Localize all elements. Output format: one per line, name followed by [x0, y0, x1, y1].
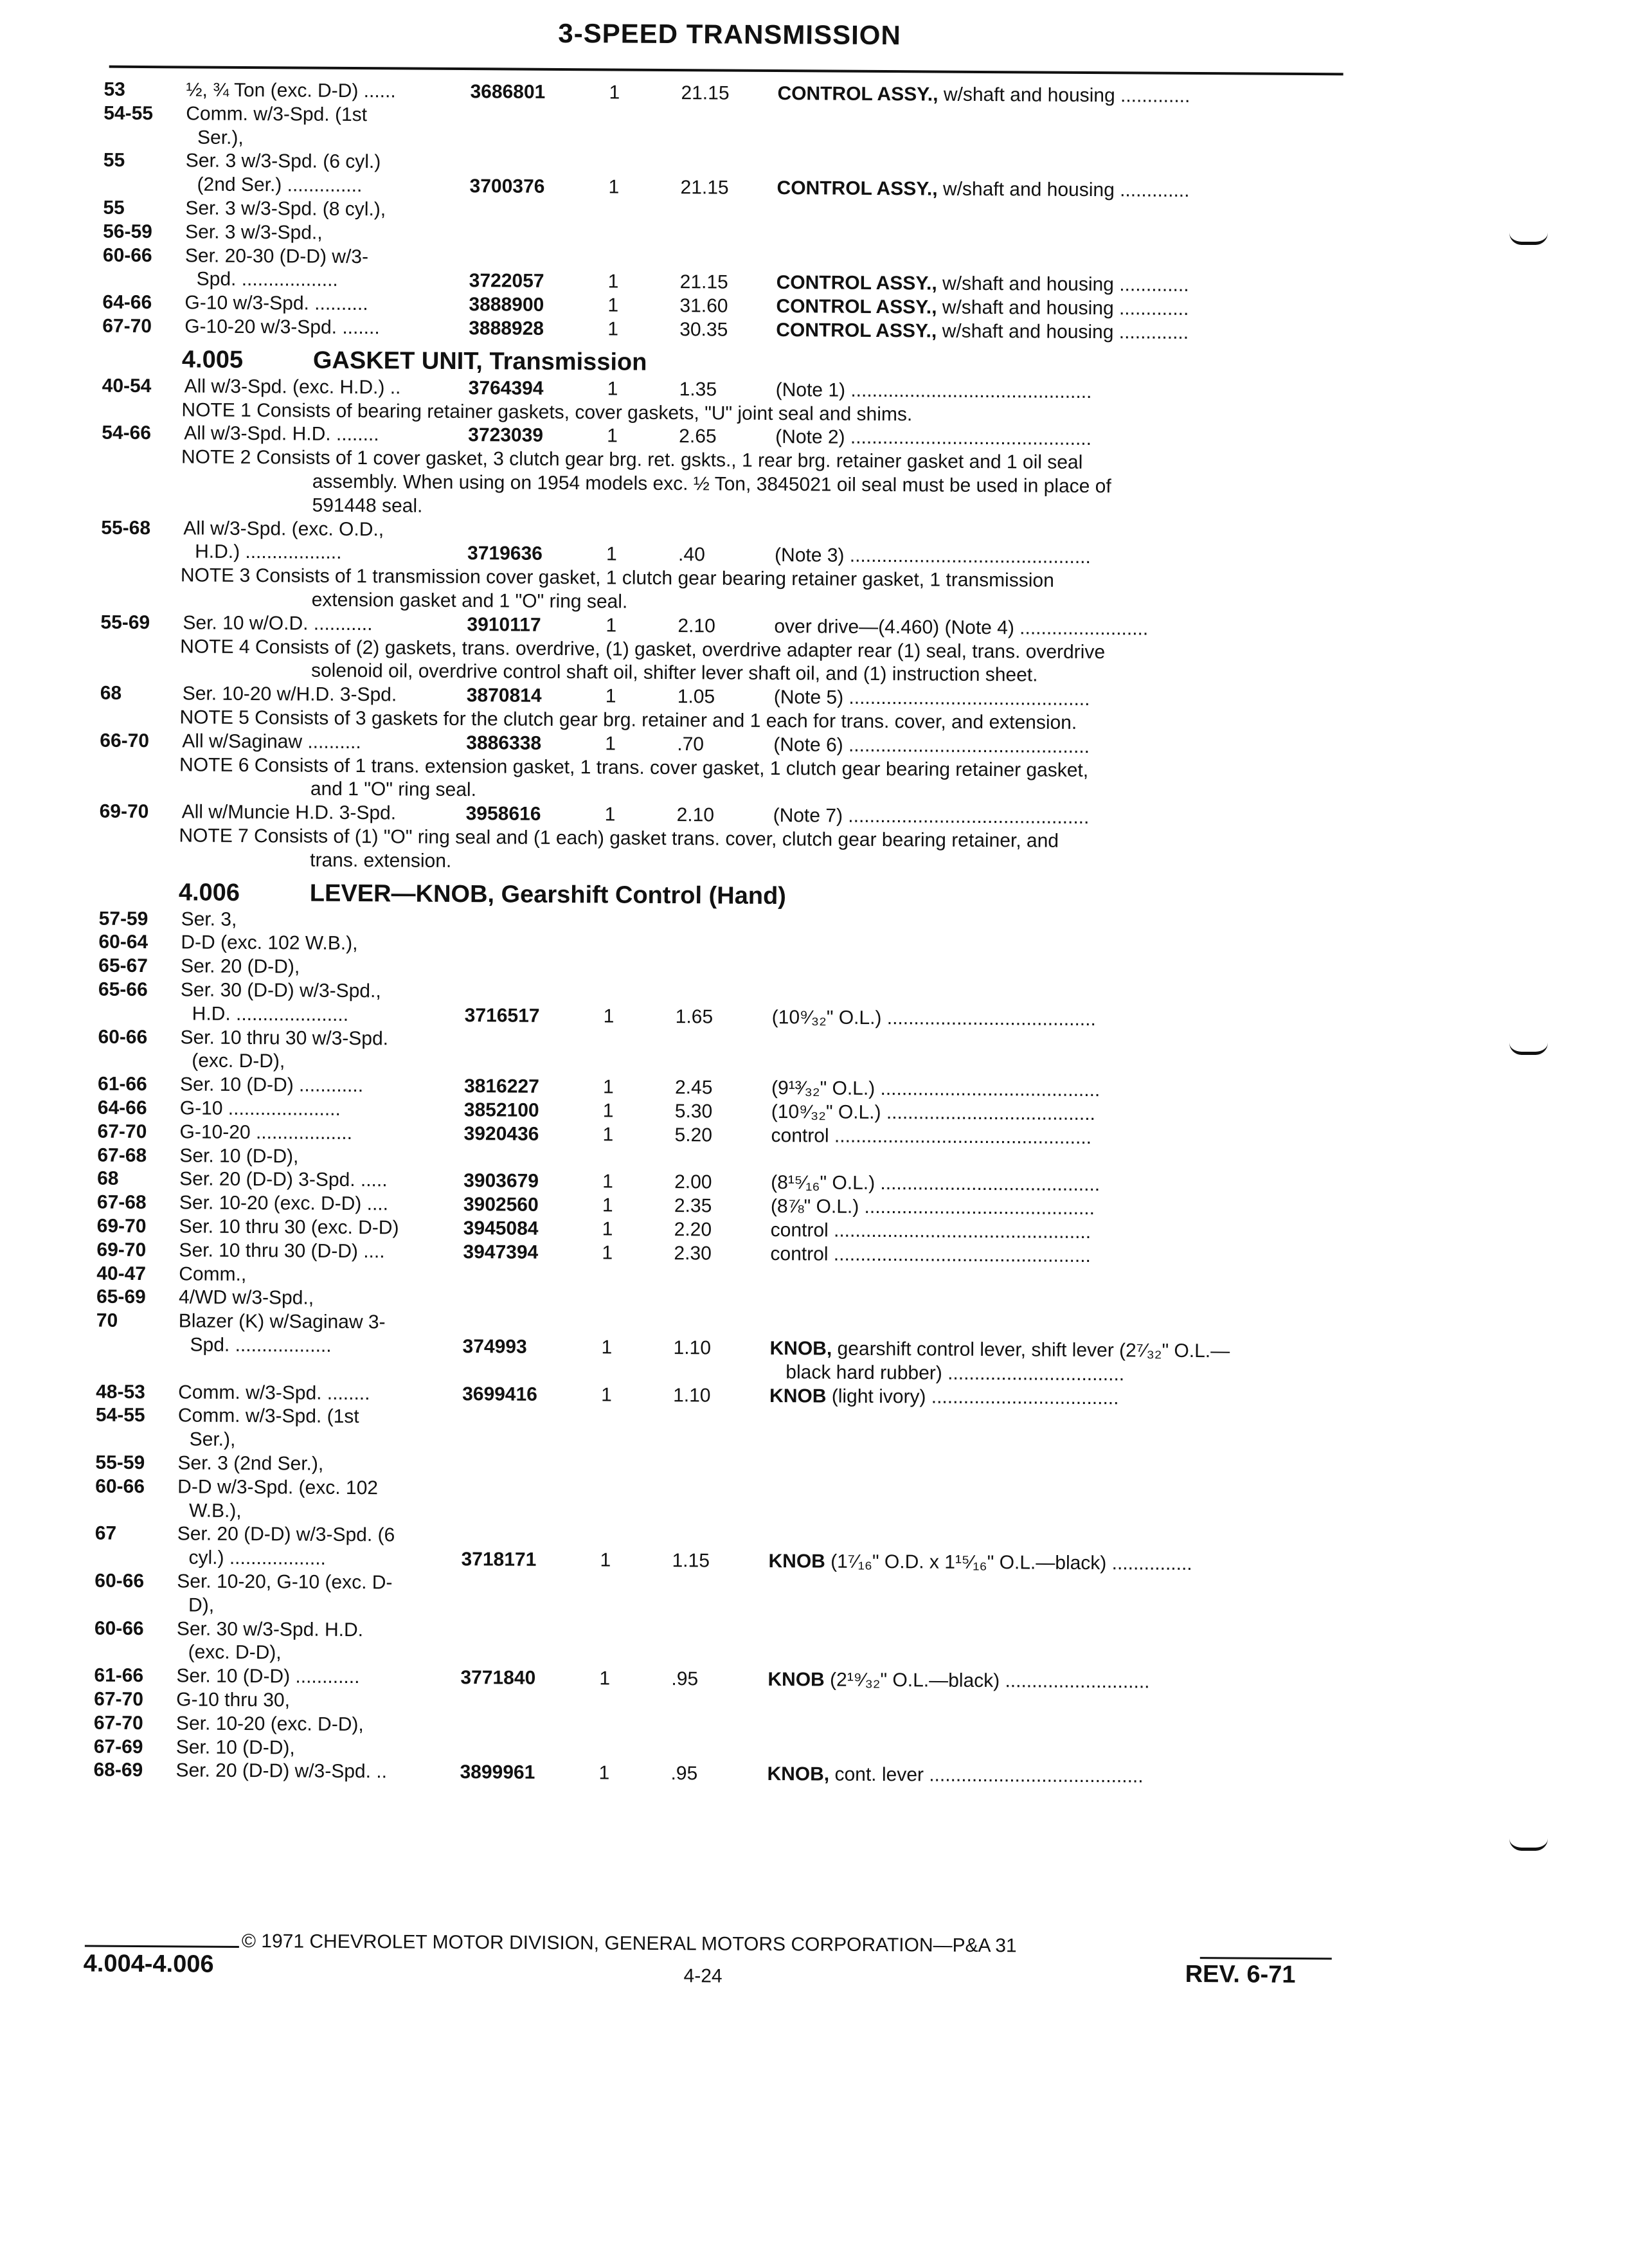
part-description [786, 1361, 1124, 1386]
application-description: Ser. 10-20 (exc. D-D) .... [179, 1192, 388, 1216]
application-description: cyl.) .................. [188, 1547, 326, 1571]
model-years: 67-69 [94, 1735, 143, 1758]
part-number: 3764394 [469, 377, 544, 401]
part-description [776, 319, 1189, 345]
note-text: NOTE 3 Consists of 1 transmission cover gasket, 1 clutch gear bearing retainer gasket, 1 transmission [181, 564, 1054, 593]
quantity: 1 [606, 543, 617, 566]
model-years: 48-53 [96, 1380, 145, 1403]
part-description [768, 1550, 1192, 1576]
model-years: 60-66 [103, 244, 152, 267]
list-price: 1.35 [679, 378, 717, 401]
part-detail: (Note 6) ............................................. [773, 734, 1090, 757]
part-number: 3723039 [468, 424, 543, 447]
application-description: All w/3-Spd. (exc. O.D., [183, 517, 384, 541]
application-description: Ser. 10 (D-D) ............ [180, 1074, 363, 1098]
part-detail: (Note 7) ............................................. [773, 805, 1090, 828]
model-years: 65-67 [98, 955, 148, 978]
model-years: 67-70 [94, 1711, 143, 1734]
part-name: CONTROL ASSY., [777, 177, 937, 200]
model-years: 66-70 [100, 729, 149, 752]
note-continuation: extension gasket and 1 "O" ring seal. [312, 589, 628, 614]
list-price: 21.15 [681, 82, 729, 105]
model-years: 61-66 [94, 1664, 143, 1688]
quantity: 1 [604, 1005, 615, 1028]
application-description: G-10 thru 30, [176, 1688, 290, 1712]
quantity: 1 [602, 1194, 613, 1218]
quantity: 1 [602, 1123, 613, 1146]
model-years: 65-69 [96, 1286, 146, 1309]
footer-revision: REV. 6-71 [1185, 1961, 1296, 1989]
model-years: 68 [97, 1167, 119, 1191]
model-years: 67-70 [94, 1688, 143, 1711]
application-description: Ser. 20-30 (D-D) w/3- [185, 244, 368, 269]
part-description [777, 82, 1190, 108]
part-detail: (8¹⁵⁄₁₆" O.L.) ......................................... [771, 1172, 1100, 1195]
binder-mark [1509, 1043, 1548, 1055]
application-description: Ser. 10-20, G-10 (exc. D- [177, 1570, 392, 1594]
application-description: Ser. 3 w/3-Spd., [185, 221, 323, 244]
application-description: Ser. 20 (D-D), [181, 955, 300, 979]
application-description: Ser. 3 w/3-Spd. (8 cyl.), [185, 197, 386, 221]
application-description: H.D.) .................. [195, 541, 342, 564]
list-price: .95 [671, 1668, 698, 1691]
quantity: 1 [599, 1668, 610, 1691]
part-name: KNOB, [769, 1338, 832, 1360]
application-description: Ser. 20 (D-D) 3-Spd. ..... [179, 1168, 388, 1192]
list-price: 1.10 [673, 1384, 711, 1407]
quantity: 1 [607, 294, 618, 318]
model-years: 55 [103, 149, 125, 172]
part-number: 3852100 [464, 1099, 539, 1122]
note-text: NOTE 4 Consists of (2) gaskets, trans. overdrive, (1) gasket, overdrive adapter rear (1) seal, trans. overdrive [180, 635, 1105, 664]
part-number: 3816227 [464, 1075, 539, 1099]
quantity: 1 [602, 1218, 613, 1241]
part-detail: w/shaft and housing ............. [937, 297, 1189, 320]
model-years: 60-66 [94, 1617, 144, 1640]
list-price: 2.45 [675, 1076, 713, 1099]
section-number: 4.006 [179, 878, 240, 907]
part-number: 3699416 [462, 1383, 537, 1407]
part-number: 3722057 [469, 269, 544, 293]
list-price: 21.15 [680, 271, 728, 294]
model-years: 69-70 [100, 800, 149, 824]
model-years: 61-66 [98, 1073, 147, 1096]
application-description: Ser. 10 w/O.D. ........... [183, 611, 372, 636]
quantity: 1 [600, 1549, 611, 1572]
application-description: Ser. 10 thru 30 (exc. D-D) [179, 1215, 399, 1239]
section-number: 4.005 [182, 345, 243, 374]
application-description: Spd. .................. [197, 268, 338, 292]
binder-mark [1509, 233, 1548, 245]
parts-table [6, 0, 1625, 5]
part-detail: (1⁷⁄₁₆" O.D. x 1¹⁵⁄₁₆" O.L.—black) ............... [825, 1551, 1192, 1574]
model-years: 64-66 [102, 291, 152, 314]
part-description [776, 379, 1092, 404]
part-name: CONTROL ASSY., [776, 296, 937, 318]
quantity: 1 [606, 614, 616, 637]
quantity: 1 [598, 1762, 609, 1785]
application-description: (2nd Ser.) .............. [197, 174, 363, 198]
part-name: CONTROL ASSY., [777, 272, 937, 294]
part-number: 3870814 [467, 684, 542, 708]
part-name: KNOB, [767, 1763, 829, 1785]
part-number: 3686801 [470, 80, 545, 104]
application-description: Comm., [179, 1263, 246, 1286]
list-price: 1.15 [672, 1549, 710, 1572]
note-text: NOTE 1 Consists of bearing retainer gaskets, cover gaskets, "U" joint seal and shims. [181, 399, 912, 426]
list-price: 1.65 [676, 1005, 714, 1029]
binder-mark [1509, 1839, 1548, 1851]
application-description: ½, ¾ Ton (exc. D-D) ...... [186, 78, 395, 103]
model-years: 67-68 [97, 1191, 147, 1214]
part-detail: w/shaft and housing ............. [937, 321, 1189, 343]
part-number: 3910117 [467, 613, 541, 637]
part-detail: control ................................................ [771, 1220, 1091, 1243]
model-years: 70 [96, 1310, 118, 1333]
quantity: 1 [602, 1241, 613, 1264]
application-description: Ser. 3, [181, 908, 237, 932]
model-years: 60-66 [98, 1025, 147, 1048]
application-description: G-10-20 .................. [179, 1120, 352, 1145]
list-price: 2.20 [674, 1218, 712, 1241]
application-description: All w/Muncie H.D. 3-Spd. [182, 801, 397, 825]
part-description [771, 1077, 1100, 1102]
application-description: Ser. 10 (D-D), [176, 1736, 295, 1760]
note-text: NOTE 7 Consists of (1) "O" ring seal and (1 each) gasket trans. cover, clutch gear bearing retainer, and [179, 824, 1059, 852]
part-detail: (Note 1) ............................................. [776, 379, 1092, 402]
note-text: NOTE 6 Consists of 1 trans. extension gasket, 1 trans. cover gasket, 1 clutch gear bearing retainer gasket, [179, 753, 1088, 782]
part-name: CONTROL ASSY., [776, 320, 937, 342]
application-description: Ser. 10 (D-D), [179, 1144, 298, 1168]
list-price: .95 [670, 1762, 697, 1785]
part-detail: (10⁹⁄₃₂" O.L.) ....................................... [772, 1007, 1096, 1030]
application-description: Comm. w/3-Spd. ........ [178, 1381, 370, 1405]
part-detail: control ................................................ [771, 1125, 1091, 1148]
section-title: GASKET UNIT, Transmission [313, 346, 647, 376]
part-number: 3947394 [463, 1241, 538, 1264]
application-description: Ser. 3 w/3-Spd. (6 cyl.) [186, 150, 381, 174]
part-detail: w/shaft and housing ............. [938, 84, 1190, 107]
quantity: 1 [603, 1076, 614, 1099]
model-years: 40-54 [102, 374, 152, 397]
list-price: 2.65 [679, 425, 717, 448]
application-description: D-D (exc. 102 W.B.), [181, 932, 357, 956]
part-detail: over drive—(4.460) (Note 4) ........................ [774, 616, 1148, 640]
application-description: Ser. 10 (D-D) ............ [176, 1665, 359, 1689]
header-rule [109, 66, 1343, 76]
part-detail: w/shaft and housing ............. [937, 273, 1189, 296]
model-years: 68 [100, 682, 122, 705]
application-description: Ser. 10-20 w/H.D. 3-Spd. [183, 683, 397, 707]
note-continuation: solenoid oil, overdrive control shaft oil, shifter lever shaft oil, and (1) instruction sheet. [311, 660, 1038, 687]
part-number: 3700376 [469, 175, 544, 199]
part-detail: (Note 5) ............................................. [774, 687, 1090, 710]
application-description: 4/WD w/3-Spd., [179, 1286, 314, 1310]
application-description: D), [188, 1594, 214, 1617]
part-detail: control ................................................ [770, 1243, 1091, 1266]
part-number: 3903679 [463, 1169, 539, 1193]
application-description: (exc. D-D), [192, 1050, 285, 1074]
note-continuation: 591448 seal. [312, 494, 422, 518]
model-years: 69-70 [97, 1215, 147, 1238]
part-number: 3888928 [469, 317, 544, 341]
application-description: All w/Saginaw .......... [182, 730, 361, 754]
application-description: Ser.), [197, 126, 244, 149]
footer-section-range: 4.004-4.006 [84, 1950, 214, 1978]
quantity: 1 [606, 685, 616, 708]
model-years: 54-55 [103, 102, 153, 125]
list-price: 2.10 [678, 615, 715, 638]
part-description [770, 1243, 1091, 1268]
model-years: 68-69 [93, 1759, 143, 1782]
quantity: 1 [605, 804, 616, 827]
list-price: 30.35 [679, 318, 728, 341]
application-description: Ser.), [190, 1428, 236, 1452]
list-price: 2.10 [677, 804, 715, 827]
part-description [777, 177, 1189, 203]
quantity: 1 [603, 1099, 614, 1122]
list-price: 5.30 [675, 1100, 713, 1123]
note-continuation: assembly. When using on 1954 models exc. ½ Ton, 3845021 oil seal must be used in place of [312, 471, 1111, 499]
part-description [777, 271, 1189, 297]
list-price: .70 [677, 733, 704, 756]
part-name: KNOB [769, 1385, 827, 1407]
application-description: Spd. .................. [190, 1333, 331, 1357]
list-price: 2.00 [674, 1171, 712, 1194]
quantity: 1 [607, 425, 618, 448]
part-description [771, 1171, 1100, 1196]
quantity: 1 [608, 271, 619, 294]
application-description: H.D. ..................... [192, 1002, 349, 1026]
part-description [773, 734, 1090, 759]
part-description [775, 426, 1091, 451]
quantity: 1 [601, 1336, 612, 1359]
part-detail: (9¹³⁄₃₂" O.L.) ......................................... [771, 1077, 1100, 1101]
quantity: 1 [602, 1171, 613, 1194]
list-price: 2.30 [674, 1242, 712, 1265]
part-detail: w/shaft and housing ............. [938, 179, 1190, 201]
quantity: 1 [601, 1383, 612, 1407]
model-years: 67 [95, 1522, 117, 1545]
quantity: 1 [608, 176, 619, 199]
quantity: 1 [609, 81, 620, 104]
model-years: 64-66 [98, 1097, 147, 1120]
footer-copyright: © 1971 CHEVROLET MOTOR DIVISION, GENERAL MOTORS CORPORATION—P&A 31 [242, 1931, 1017, 1957]
application-description: Comm. w/3-Spd. (1st [178, 1405, 359, 1429]
model-years: 60-66 [94, 1570, 144, 1593]
quantity: 1 [605, 732, 616, 755]
part-number: 3771840 [460, 1666, 535, 1690]
application-description: Comm. w/3-Spd. (1st [186, 102, 367, 127]
part-description [769, 1337, 1230, 1363]
part-description [773, 804, 1090, 829]
application-description: Ser. 10 thru 30 (D-D) .... [179, 1239, 384, 1263]
list-price: 5.20 [674, 1124, 712, 1147]
part-number: 3719636 [467, 542, 543, 566]
part-detail: (Note 2) ............................................. [775, 426, 1091, 449]
part-number: 3718171 [461, 1548, 536, 1572]
part-detail: (8⅞" O.L.) ........................................... [771, 1196, 1095, 1219]
part-detail: (Note 3) ............................................. [775, 544, 1091, 568]
footer-page-number: 4-24 [683, 1965, 722, 1987]
part-description [771, 1195, 1095, 1220]
model-years: 55 [103, 197, 125, 220]
model-years: 65-66 [98, 978, 148, 1002]
part-description [774, 686, 1090, 711]
application-description: Ser. 20 (D-D) w/3-Spd. (6 [177, 1523, 395, 1547]
application-description: D-D w/3-Spd. (exc. 102 [177, 1475, 378, 1500]
part-description [767, 1763, 1143, 1788]
application-description: All w/3-Spd. (exc. H.D.) .. [184, 375, 401, 399]
list-price: .40 [678, 543, 705, 566]
page-title: 3-SPEED TRANSMISSION [6, 15, 1453, 55]
part-detail: cont. lever ........................................ [829, 1764, 1144, 1787]
quantity: 1 [607, 377, 618, 401]
model-years: 67-70 [102, 315, 152, 338]
part-description [768, 1668, 1149, 1694]
application-description: Ser. 10-20 (exc. D-D), [176, 1712, 364, 1736]
part-description [771, 1101, 1095, 1126]
application-description: Ser. 30 (D-D) w/3-Spd., [181, 978, 381, 1003]
model-years: 57-59 [99, 907, 148, 930]
list-price: 2.35 [674, 1194, 712, 1218]
part-number: 374993 [462, 1335, 526, 1359]
part-description [769, 1385, 1119, 1410]
part-number: 3899961 [460, 1761, 535, 1785]
application-description: All w/3-Spd. H.D. ........ [184, 422, 379, 447]
note-text: NOTE 5 Consists of 3 gaskets for the clutch gear brg. retainer and 1 each for trans. cover, and extension. [179, 706, 1077, 735]
application-description: Blazer (K) w/Saginaw 3- [179, 1310, 386, 1335]
model-years: 54-55 [96, 1404, 145, 1427]
part-detail: black hard rubber) ................................. [786, 1362, 1124, 1385]
note-continuation: trans. extension. [310, 849, 451, 872]
model-years: 55-59 [95, 1452, 145, 1475]
part-number: 3920436 [463, 1122, 539, 1146]
part-number: 3886338 [466, 732, 541, 755]
part-detail: (2¹⁹⁄₃₂" O.L.—black) ........................... [825, 1670, 1150, 1693]
part-description [772, 1006, 1096, 1031]
note-continuation: and 1 "O" ring seal. [310, 778, 476, 802]
model-years: 56-59 [103, 220, 152, 243]
part-name: KNOB [768, 1551, 825, 1572]
part-name: KNOB [768, 1669, 825, 1691]
application-description: G-10 ..................... [180, 1097, 341, 1121]
part-name: CONTROL ASSY., [777, 83, 938, 105]
part-number: 3945084 [463, 1217, 539, 1241]
quantity: 1 [607, 318, 618, 341]
application-description: Ser. 30 w/3-Spd. H.D. [177, 1617, 363, 1642]
model-years: 60-66 [95, 1475, 145, 1498]
model-years: 53 [103, 78, 125, 102]
part-detail: (light ivory) ................................... [826, 1385, 1118, 1408]
list-price: 1.10 [673, 1336, 711, 1360]
model-years: 55-68 [101, 516, 150, 539]
part-number: 3902560 [463, 1193, 539, 1217]
model-years: 60-64 [98, 931, 148, 954]
application-description: (exc. D-D), [188, 1641, 282, 1665]
model-years: 55-69 [100, 611, 150, 634]
part-number: 3716517 [465, 1004, 540, 1028]
model-years: 54-66 [102, 422, 151, 445]
section-title: LEVER—KNOB, Gearshift Control (Hand) [310, 879, 786, 910]
application-description: Ser. 3 (2nd Ser.), [177, 1452, 323, 1475]
application-description: G-10-20 w/3-Spd. ....... [184, 315, 380, 339]
application-description: Ser. 20 (D-D) w/3-Spd. .. [175, 1760, 387, 1784]
footer-rule-left [85, 1945, 239, 1948]
part-description [771, 1219, 1091, 1244]
application-description: Ser. 10 thru 30 w/3-Spd. [180, 1026, 388, 1050]
application-description: G-10 w/3-Spd. .......... [184, 292, 368, 316]
note-text: NOTE 2 Consists of 1 cover gasket, 3 clutch gear brg. ret. gskts., 1 rear brg. retainer gasket and 1 oil seal [181, 446, 1083, 475]
part-description [774, 615, 1148, 641]
part-description [775, 544, 1091, 569]
list-price: 21.15 [680, 176, 728, 199]
part-detail: gearshift control lever, shift lever (2⁷⁄₃₂" O.L.— [832, 1338, 1230, 1362]
part-number: 3888900 [469, 293, 544, 317]
part-description [771, 1124, 1091, 1149]
list-price: 31.60 [679, 294, 728, 318]
part-description [776, 295, 1189, 321]
application-description: W.B.), [189, 1499, 242, 1522]
part-detail: (10⁹⁄₃₂" O.L.) ....................................... [771, 1101, 1095, 1124]
list-price: 1.05 [678, 685, 715, 708]
model-years: 67-70 [98, 1120, 147, 1143]
footer-rule-right [1200, 1957, 1332, 1959]
model-years: 69-70 [96, 1238, 146, 1261]
model-years: 40-47 [96, 1262, 146, 1285]
part-number: 3958616 [466, 802, 541, 826]
model-years: 67-68 [97, 1144, 147, 1167]
